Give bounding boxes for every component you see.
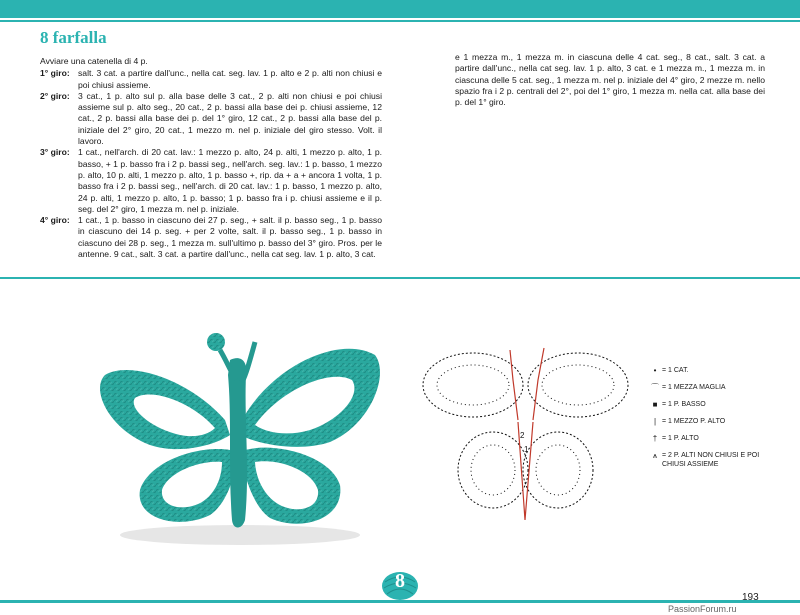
chart-lower-right-wing [523, 432, 593, 508]
legend-item [648, 451, 768, 469]
upper-right-wing [240, 349, 380, 447]
pattern-number-badge: 8 [395, 570, 405, 592]
intro-text: Avviare una catenella di 4 p. [40, 56, 148, 66]
round-4 [40, 215, 382, 260]
middle-divider [0, 277, 800, 279]
round-label: 2° giro: [40, 90, 70, 101]
legend-label: = 1 CAT. [662, 367, 689, 374]
legend-label: = 2 P. ALTI NON CHIUSI E POI CHIUSI ASSIEME [662, 452, 760, 468]
continuation-text: e 1 mezza m., 1 mezza m. in ciascuna delle 4 cat. seg., 8 cat., salt. 3 cat. a partire dall'unc., nella cat seg. lav. 1 p. alto, 3 cat. e 1 mezza m., 1 mezza m. in ciascuna delle 5 cat. seg., 1 mezza m. nel p. iniziale del 4° giro, 2 mezze m. nello spazio fra i 2 p. centrali del 2°, poi del 1° giro, 1 mezza m. nella cat. alla base dei p. del 1° giro. [455, 52, 765, 108]
round-label: 4° giro: [40, 215, 70, 226]
round-3 [40, 147, 382, 215]
arc-icon: ⌒ [651, 383, 659, 392]
legend-item [648, 400, 768, 409]
antenna-tip-left [207, 333, 225, 351]
round-2 [40, 91, 382, 147]
watermark: PassionForum.ru [668, 604, 737, 614]
legend-item [648, 434, 768, 443]
crochet-chart [418, 340, 633, 525]
dagger-icon: † [652, 434, 658, 443]
bottom-divider [0, 600, 800, 603]
round-text: 3 cat., 1 p. alto sul p. alla base delle 3 cat., 2 p. alti non chiusi e poi chiusi assieme sul p. alto seg., 20 cat., 2 p. bassi alla base dei p. chiusi assieme, 12 cat., 2 p. bassi alla base dei p. del 1° giro, 12 cat., 2 p. bassi alla base del p. iniziale del 2° giro, 20 cat., 1 mezzo m. nel p. iniziale del giro stesso. Volt. il lavoro. [78, 90, 382, 147]
upper-left-wing [100, 370, 230, 449]
chart-lower-left-wing [458, 432, 528, 508]
legend-label: = 1 P. ALTO [662, 435, 699, 442]
chart-lower-right-wing-inner [536, 445, 580, 495]
round-label: 1° giro: [40, 68, 70, 79]
lower-right-wing [242, 448, 340, 524]
double-dagger-icon: ⩚ [652, 451, 658, 460]
page-number: 193 [742, 592, 759, 603]
round-text: 1 cat., nell'arch. di 20 cat. lav.: 1 mezzo p. alto, 24 p. alti, 1 mezzo p. alto, 1 p. basso, + 1 p. basso fra i 2 p. bassi seg., nell'arch. seg. lav.: 1 p. basso, 1 mezzo p. alto, 10 p. alti, 1 mezzo p. alto, 1 p. basso +, rip. da + a + ancora 1 volta, 1 p. basso fra i 2 p. bassi seg., nell'arch. di 20 cat. lav.: 1 p. basso, 1 mezzo p. alto, 24 p. alti, 1 mezzo p. alto, 1 p. basso; 1 p. basso fra i p. chiusi assieme e il p. seg. del 2° giro, 1 mezza m. nel p. iniziale. [78, 147, 382, 214]
square-icon: ■ [652, 400, 658, 409]
instructions-left-column [40, 56, 382, 260]
round-label: 3° giro: [40, 147, 70, 158]
butterfly-photo [90, 320, 390, 550]
chart-upper-right-wing [528, 353, 628, 417]
chart-legend [648, 366, 768, 477]
legend-item [648, 417, 768, 426]
instructions-right-column [455, 52, 765, 108]
chart-upper-left-wing-inner [437, 365, 509, 405]
lower-left-wing [140, 449, 235, 522]
page-title: 8 farfalla [40, 28, 107, 47]
chart-antenna-left [510, 350, 518, 420]
round-text: salt. 3 cat. a partire dall'unc., nella cat. seg. lav. 1 p. alto e 2 p. alti non chiusi e poi chiusi assieme. [78, 68, 382, 90]
round-1 [40, 68, 382, 91]
legend-item [648, 366, 768, 375]
chart-antenna-right [533, 348, 544, 420]
top-divider [0, 20, 800, 22]
chart-round-1-label: 1 [524, 445, 529, 454]
chart-round-2-label: 2 [520, 431, 525, 440]
chart-lower-left-wing-inner [471, 445, 515, 495]
legend-label: = 1 MEZZA MAGLIA [662, 384, 726, 391]
top-accent-bar [0, 0, 800, 18]
photo-shadow [120, 525, 360, 545]
chart-upper-right-wing-inner [542, 365, 614, 405]
legend-label: = 1 MEZZO P. ALTO [662, 418, 726, 425]
legend-item [648, 383, 768, 392]
bar-icon: | [653, 417, 657, 426]
dot-icon: • [653, 366, 657, 375]
butterfly-body [228, 358, 247, 527]
chart-upper-left-wing [423, 353, 523, 417]
round-text: 1 cat., 1 p. basso in ciascuno dei 27 p. seg., + salt. il p. basso seg., 1 p. basso in ciascuno dei 14 p. seg. + per 2 volte, salt. il p. basso seg., 1 p. basso in ciascuno dei 28 p. seg., 1 mezza m. sull'ultimo p. basso del 3° giro. Pros. per le antenne. 9 cat., salt. 3 cat. a partire dall'unc., nella cat seg. lav. 1 p. alto, 3 cat. [78, 215, 382, 260]
legend-label: = 1 P. BASSO [662, 401, 706, 408]
